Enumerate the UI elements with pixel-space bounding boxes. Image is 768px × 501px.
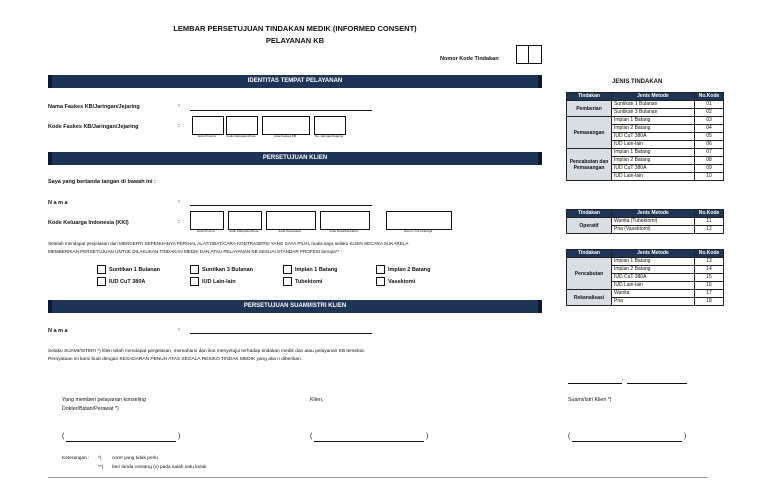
provider-label: Yang memberi pelayanan konseling xyxy=(62,397,146,403)
metode-cell: IUD Lain-lain xyxy=(612,282,695,290)
table-row xyxy=(567,101,724,109)
nama-faskes-label: Nama Faskes KB/Jaringan/Jejaring xyxy=(48,104,140,110)
jenis-table-1 xyxy=(566,92,724,181)
statement-line-1: Setelah mendapat penjelasan dan MENGERTI SEPENUHNYA PERIHAL ALAT/OBAT/CARA KONTRASEPSI YANG SAYA PILIH, maka saya selaku KLIEN SECARA SUKARELA xyxy=(48,241,409,246)
metode-cell: Wanita (Tubektomi) xyxy=(612,218,695,226)
tindakan-group-cell: Operatif xyxy=(567,218,612,234)
kode-cell: 01 xyxy=(695,101,724,109)
kode-cell: 05 xyxy=(695,133,724,141)
metode-cell: IUD CuT 380A xyxy=(612,133,695,141)
column-header: Tindakan xyxy=(567,210,612,218)
checkbox[interactable] xyxy=(97,265,106,274)
kode-cell: 09 xyxy=(695,165,724,173)
jenis-tindakan-heading: JENIS TINDAKAN xyxy=(612,79,663,85)
section-persetujuan-suami-bar: PERSETUJUAN SUAMI/ISTRI KLIEN xyxy=(48,300,542,313)
place-field[interactable] xyxy=(568,383,622,384)
date-comma: , xyxy=(622,376,624,382)
column-header: No.Kode xyxy=(695,93,724,101)
table-header-row xyxy=(567,250,724,258)
option-iud-cut[interactable]: IUD CuT 380A xyxy=(97,277,145,286)
kode-cell: 12 xyxy=(695,226,724,234)
option-implan-2[interactable]: Implan 2 Batang xyxy=(376,265,430,274)
metode-cell: Implan 1 Batang xyxy=(612,258,695,266)
kode-cell: 17 xyxy=(695,290,724,298)
tindakan-group-cell: Rekanalisasi xyxy=(567,290,612,306)
column-header: Jenis Metode xyxy=(612,250,695,258)
kode-cell: 04 xyxy=(695,125,724,133)
kode-tindakan-label: Nomor Kode Tindakan xyxy=(440,56,499,62)
document-subtitle: PELAYANAN KB xyxy=(265,36,325,45)
metode-cell: IUD CuT 380A xyxy=(612,165,695,173)
client-signature[interactable]: ( ) xyxy=(310,433,429,440)
note-1: coret yang tidak perlu xyxy=(112,456,158,461)
kki-label: Kode Keluarga Indonesia (KKI) xyxy=(48,220,129,226)
checkbox[interactable] xyxy=(190,265,199,274)
kode-cell: 14 xyxy=(695,266,724,274)
nama-klien-field[interactable] xyxy=(190,205,372,206)
option-iud-lain[interactable]: IUD Lain-lain xyxy=(190,277,236,286)
column-header: Jenis Metode xyxy=(612,93,695,101)
date-field[interactable] xyxy=(627,383,687,384)
nama-klien-label: N a m a xyxy=(48,200,68,206)
checkbox[interactable] xyxy=(376,265,385,274)
metode-cell: Implan 2 Batang xyxy=(612,157,695,165)
checkbox[interactable] xyxy=(283,265,292,274)
tindakan-group-cell: Pencabutan dan Pemasangan xyxy=(567,149,612,181)
option-tubektomi[interactable]: Tubektomi xyxy=(283,277,322,286)
column-header: No.Kode xyxy=(695,210,724,218)
colon: : xyxy=(178,199,180,205)
metode-cell: IUD Lain-lain xyxy=(612,173,695,181)
spouse-signature[interactable]: ( ) xyxy=(568,433,687,440)
suami-statement-1: Selaku SUAMI/ISTERI *) klien telah mendapat penjelasan, memahami dan ikut menyetujui terhadap tindakan medik dan atau pelayanan KB tersebut. xyxy=(48,349,366,354)
kode-cell: 02 xyxy=(695,109,724,117)
statement-line-2: MEMBERIKAN PERSETUJUAN UNTUK DILAKUKAN TINDAKAN MEDIK DAN ATAU PELAYANAN KB SESUAI STANDAR PROFESI berupa** : xyxy=(48,249,342,254)
kode-cell: 03 xyxy=(695,117,724,125)
option-vasektomi[interactable]: Vasektomi xyxy=(376,277,415,286)
kode-cell: 07 xyxy=(695,149,724,157)
section-identitas-bar: IDENTITAS TEMPAT PELAYANAN xyxy=(48,75,542,88)
kode-tindakan-box[interactable] xyxy=(516,45,542,64)
colon: : xyxy=(178,327,180,333)
metode-cell: Implan 2 Batang xyxy=(612,266,695,274)
client-label: Klien, xyxy=(310,397,324,403)
tindakan-group-cell: Pemberian xyxy=(567,101,612,117)
kode-cell: 15 xyxy=(695,274,724,282)
metode-cell: Pria (Vasektomi) xyxy=(612,226,695,234)
column-header: Jenis Metode xyxy=(612,210,695,218)
option-implan-1[interactable]: Implan 1 Batang xyxy=(283,265,337,274)
section-persetujuan-klien-bar: PERSETUJUAN KLIEN xyxy=(48,152,542,165)
nama-suami-label: N a m a xyxy=(48,328,68,334)
notes-label: Keterangan : xyxy=(62,456,90,461)
checkbox[interactable] xyxy=(376,277,385,286)
metode-cell: Suntikan 3 Bulanan xyxy=(612,109,695,117)
table-header-row xyxy=(567,93,724,101)
table-row xyxy=(567,258,724,266)
colon: : xyxy=(178,123,180,129)
column-header: Tindakan xyxy=(567,250,612,258)
nama-suami-field[interactable] xyxy=(190,333,372,334)
column-header: No.Kode xyxy=(695,250,724,258)
footer-divider xyxy=(48,477,708,478)
metode-cell: Implan 2 Batang xyxy=(612,125,695,133)
metode-cell: Suntikan 1 Bulanan xyxy=(612,101,695,109)
provider-role-label: Dokter/Bidan/Perawat *) xyxy=(62,406,119,412)
checkbox[interactable] xyxy=(190,277,199,286)
note-1-marker: *) xyxy=(98,456,102,461)
colon: : xyxy=(178,103,180,109)
tindakan-group-cell: Pencabutan xyxy=(567,258,612,290)
kode-cell: 08 xyxy=(695,157,724,165)
table-row xyxy=(567,218,724,226)
kode-cell: 06 xyxy=(695,141,724,149)
kode-cell: 13 xyxy=(695,258,724,266)
spouse-label: Suami/Istri Klien *) xyxy=(568,397,612,403)
metode-cell: IUD Lain-lain xyxy=(612,141,695,149)
note-2: beri tanda centang (v) pada salah satu kotak xyxy=(112,465,207,470)
document-title: LEMBAR PERSETUJUAN TINDAKAN MEDIK (INFORMED CONSENT) xyxy=(173,24,417,33)
jenis-table-2 xyxy=(566,209,724,234)
table-row xyxy=(567,149,724,157)
provider-signature[interactable]: ( ) xyxy=(62,433,181,440)
option-suntikan-1[interactable]: Suntikan 1 Bulanan xyxy=(97,265,160,274)
intro-text: Saya yang bertanda tangan di bawah ini : xyxy=(48,179,156,185)
metode-cell: Implan 1 Batang xyxy=(612,149,695,157)
metode-cell: Wanita xyxy=(612,290,695,298)
kode-cell: 10 xyxy=(695,173,724,181)
tindakan-group-cell: Pemasangan xyxy=(567,117,612,149)
metode-cell: Implan 1 Batang xyxy=(612,117,695,125)
colon: : xyxy=(178,219,180,225)
option-suntikan-3[interactable]: Suntikan 3 Bulanan xyxy=(190,265,253,274)
metode-cell: IUD CuT 380A xyxy=(612,274,695,282)
table-row xyxy=(567,117,724,125)
table-header-row xyxy=(567,210,724,218)
nama-faskes-field[interactable] xyxy=(190,110,372,111)
kode-cell: 16 xyxy=(695,282,724,290)
note-2-marker: **) xyxy=(98,465,104,470)
kode-cell: 11 xyxy=(695,218,724,226)
checkbox[interactable] xyxy=(97,277,106,286)
jenis-table-3 xyxy=(566,249,724,306)
suami-statement-2: Pernyataan ini kami buat dengan KESADARAN PENUH ATAS SEGALA RESIKO TINDAK MEDIK yang aka n diberikan. xyxy=(48,357,303,362)
metode-cell: Pria xyxy=(612,298,695,306)
kode-cell: 18 xyxy=(695,298,724,306)
checkbox[interactable] xyxy=(283,277,292,286)
column-header: Tindakan xyxy=(567,93,612,101)
table-row xyxy=(567,290,724,298)
kode-faskes-label: Kode Faskes KB/Jaringan/Jejaring xyxy=(48,124,139,130)
